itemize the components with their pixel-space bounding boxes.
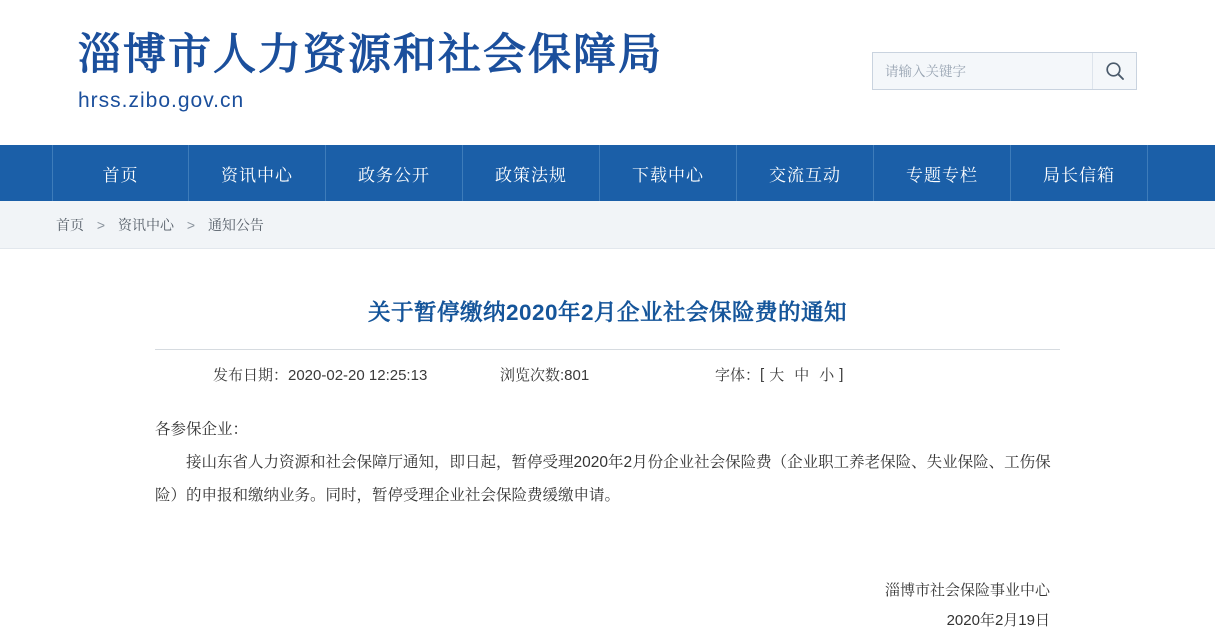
- nav-item-policy-regulations[interactable]: [463, 145, 600, 201]
- breadcrumb-separator: >: [186, 216, 196, 233]
- article-body: [155, 397, 1060, 512]
- nav-item-downloads[interactable]: [600, 145, 737, 201]
- view-count: 浏览次数:801: [500, 367, 590, 384]
- search-button[interactable]: [1092, 53, 1136, 89]
- site-url: hrss.zibo.gov.cn: [78, 89, 245, 113]
- font-size-bracket-close: ]: [839, 366, 844, 383]
- nav-item-label: 交流互动: [769, 165, 841, 185]
- nav-item-government-affairs[interactable]: [326, 145, 463, 201]
- breadcrumb-item-announcements[interactable]: 通知公告: [207, 216, 264, 233]
- nav-item-label: 局长信箱: [1043, 165, 1115, 185]
- nav-item-interaction[interactable]: [737, 145, 874, 201]
- nav-item-special-topics[interactable]: [874, 145, 1011, 201]
- search-icon: [1104, 60, 1126, 82]
- nav-item-news[interactable]: [189, 145, 326, 201]
- site-brand[interactable]: [78, 32, 663, 113]
- font-size-small[interactable]: 小: [819, 367, 835, 384]
- article-paragraph: 各参保企业：: [155, 421, 249, 438]
- font-size-large[interactable]: 大: [769, 367, 785, 384]
- breadcrumb-separator: >: [96, 216, 106, 233]
- nav-item-label: 资讯中心: [221, 165, 293, 185]
- site-title: 淄博市人力资源和社会保障局: [78, 31, 663, 79]
- nav-item-label: 政务公开: [358, 165, 430, 185]
- signature-org: 淄博市社会保险事业中心: [884, 582, 1050, 599]
- nav-item-director-mailbox[interactable]: [1011, 145, 1148, 201]
- article: [0, 249, 1215, 636]
- site-header: [0, 0, 1215, 145]
- font-size-control: [715, 364, 843, 385]
- breadcrumb-item-news[interactable]: 资讯中心: [117, 216, 174, 233]
- nav-item-label: 专题专栏: [906, 165, 978, 185]
- signature-date: 2020年2月19日: [946, 612, 1050, 629]
- page-title: 关于暂停缴纳2020年2月企业社会保险费的通知: [367, 300, 848, 325]
- article-paragraph: 接山东省人力资源和社会保障厅通知，即日起，暂停受理2020年2月份企业社会保险费（企业职工养老保险、失业保险、工伤保险）的申报和缴纳业务。同时，暂停受理企业社会保险费缓缴申请。: [155, 454, 1051, 504]
- nav-item-label: 下载中心: [632, 165, 704, 185]
- nav-item-label: 首页: [102, 165, 139, 185]
- publish-date: 发布日期：2020-02-20 12:25:13: [213, 367, 428, 384]
- search-box[interactable]: [872, 52, 1137, 90]
- breadcrumb-item-home[interactable]: 首页: [56, 216, 84, 233]
- article-signature: [155, 576, 1060, 636]
- nav-item-home[interactable]: [52, 145, 189, 201]
- article-meta: [155, 349, 1060, 397]
- breadcrumb-bar: [0, 201, 1215, 249]
- font-size-label: 字体：: [715, 367, 761, 384]
- font-size-medium[interactable]: 中: [794, 367, 810, 384]
- search-input[interactable]: [873, 53, 1092, 89]
- breadcrumb: [56, 215, 264, 235]
- font-size-bracket-open: [: [760, 366, 765, 383]
- main-nav: [0, 145, 1215, 201]
- nav-item-label: 政策法规: [495, 165, 567, 185]
